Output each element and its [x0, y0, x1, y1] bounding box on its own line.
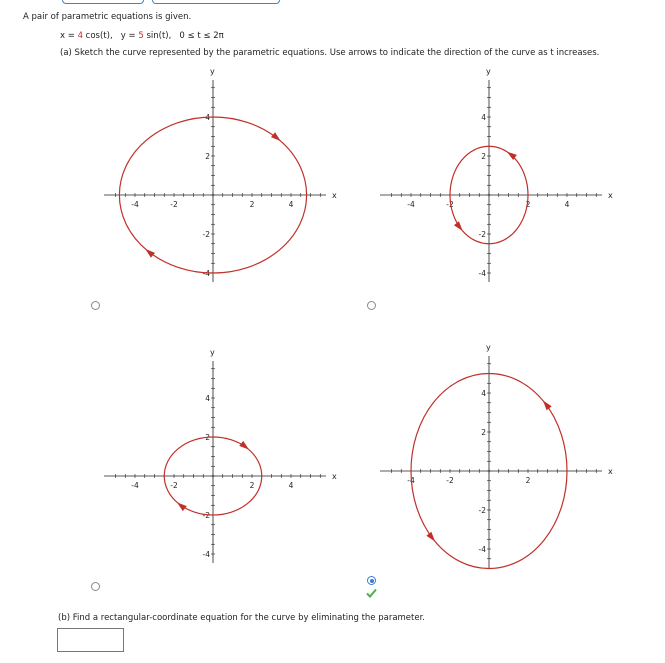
previous-tab[interactable]	[62, 0, 144, 4]
direction-arrow	[271, 132, 281, 141]
y-tick-label: 2	[481, 428, 486, 437]
direction-arrow	[239, 441, 249, 450]
y-tick-label: -2	[202, 230, 210, 239]
y-tick-label: 2	[481, 152, 486, 161]
graph-option-4	[372, 338, 622, 578]
x-tick-label: 4	[564, 200, 570, 209]
radio-option-3[interactable]	[91, 582, 100, 591]
x-axis-label: x	[608, 191, 613, 200]
top-tab-bar	[0, 0, 665, 4]
y-tick-label: -4	[478, 545, 486, 554]
y-tick-label: 4	[205, 113, 210, 122]
y-tick-label: 4	[481, 113, 486, 122]
parameter-range: 0 ≤ t ≤ 2π	[179, 31, 224, 41]
y-tick-label: 2	[205, 152, 210, 161]
y-coefficient: 5	[138, 31, 144, 41]
graph-option-1	[96, 62, 346, 292]
y-tick-label: -4	[202, 550, 210, 559]
y-tick-label: 4	[481, 389, 486, 398]
radio-option-2[interactable]	[367, 301, 376, 310]
graph-option-2	[372, 62, 622, 292]
part-b-prompt: (b) Find a rectangular-coordinate equation for the curve by eliminating the parameter.	[58, 613, 426, 623]
x-tick-label: 2	[249, 200, 255, 209]
y-tick-label: -2	[478, 506, 486, 515]
y-tick-label: 4	[205, 394, 210, 403]
x-coefficient: 4	[77, 31, 83, 41]
direction-arrow	[426, 532, 435, 542]
x-tick-label: 4	[288, 200, 294, 209]
x-tick-label: -4	[407, 200, 415, 209]
intro-text: A pair of parametric equations is given.	[23, 12, 192, 22]
direction-arrow	[454, 221, 463, 231]
x-tick-label: 4	[288, 481, 294, 490]
x-tick-label: 2	[249, 481, 255, 490]
radio-option-1[interactable]	[91, 301, 100, 310]
y-eq-right: sin(t),	[143, 31, 172, 41]
x-tick-label: 2	[525, 200, 531, 209]
x-tick-label: -4	[131, 200, 139, 209]
x-tick-label: -2	[446, 476, 454, 485]
parametric-equations	[60, 31, 224, 41]
y-tick-label: -4	[202, 269, 210, 278]
direction-arrow	[543, 400, 552, 410]
x-eq-left: x =	[60, 31, 78, 41]
x-tick-label: -4	[131, 481, 139, 490]
y-axis-label: y	[210, 348, 215, 357]
y-axis-label: y	[486, 343, 491, 352]
x-tick-label: -4	[407, 476, 415, 485]
y-tick-label: 2	[205, 433, 210, 442]
correct-check-icon	[366, 588, 377, 598]
y-tick-label: -2	[478, 230, 486, 239]
y-axis-label: y	[210, 67, 215, 76]
y-axis-label: y	[486, 67, 491, 76]
x-axis-label: x	[608, 467, 613, 476]
direction-arrow	[177, 502, 187, 511]
x-tick-label: -2	[170, 200, 178, 209]
y-tick-label: -4	[478, 269, 486, 278]
graph-option-3	[96, 343, 346, 573]
part-a-prompt: (a) Sketch the curve represented by the parametric equations. Use arrows to indicate the direction of the curve as t increases.	[60, 48, 600, 58]
x-tick-label: -2	[446, 200, 454, 209]
x-eq-right: cos(t),	[82, 31, 113, 41]
x-axis-label: x	[332, 191, 337, 200]
radio-option-4[interactable]	[367, 576, 376, 585]
y-tick-label: -2	[202, 511, 210, 520]
y-eq-left: y =	[120, 31, 139, 41]
x-tick-label: 2	[525, 476, 531, 485]
direction-arrow	[145, 249, 155, 258]
x-tick-label: -2	[170, 481, 178, 490]
next-tab[interactable]	[152, 0, 280, 4]
x-axis-label: x	[332, 472, 337, 481]
answer-input[interactable]	[57, 628, 124, 652]
